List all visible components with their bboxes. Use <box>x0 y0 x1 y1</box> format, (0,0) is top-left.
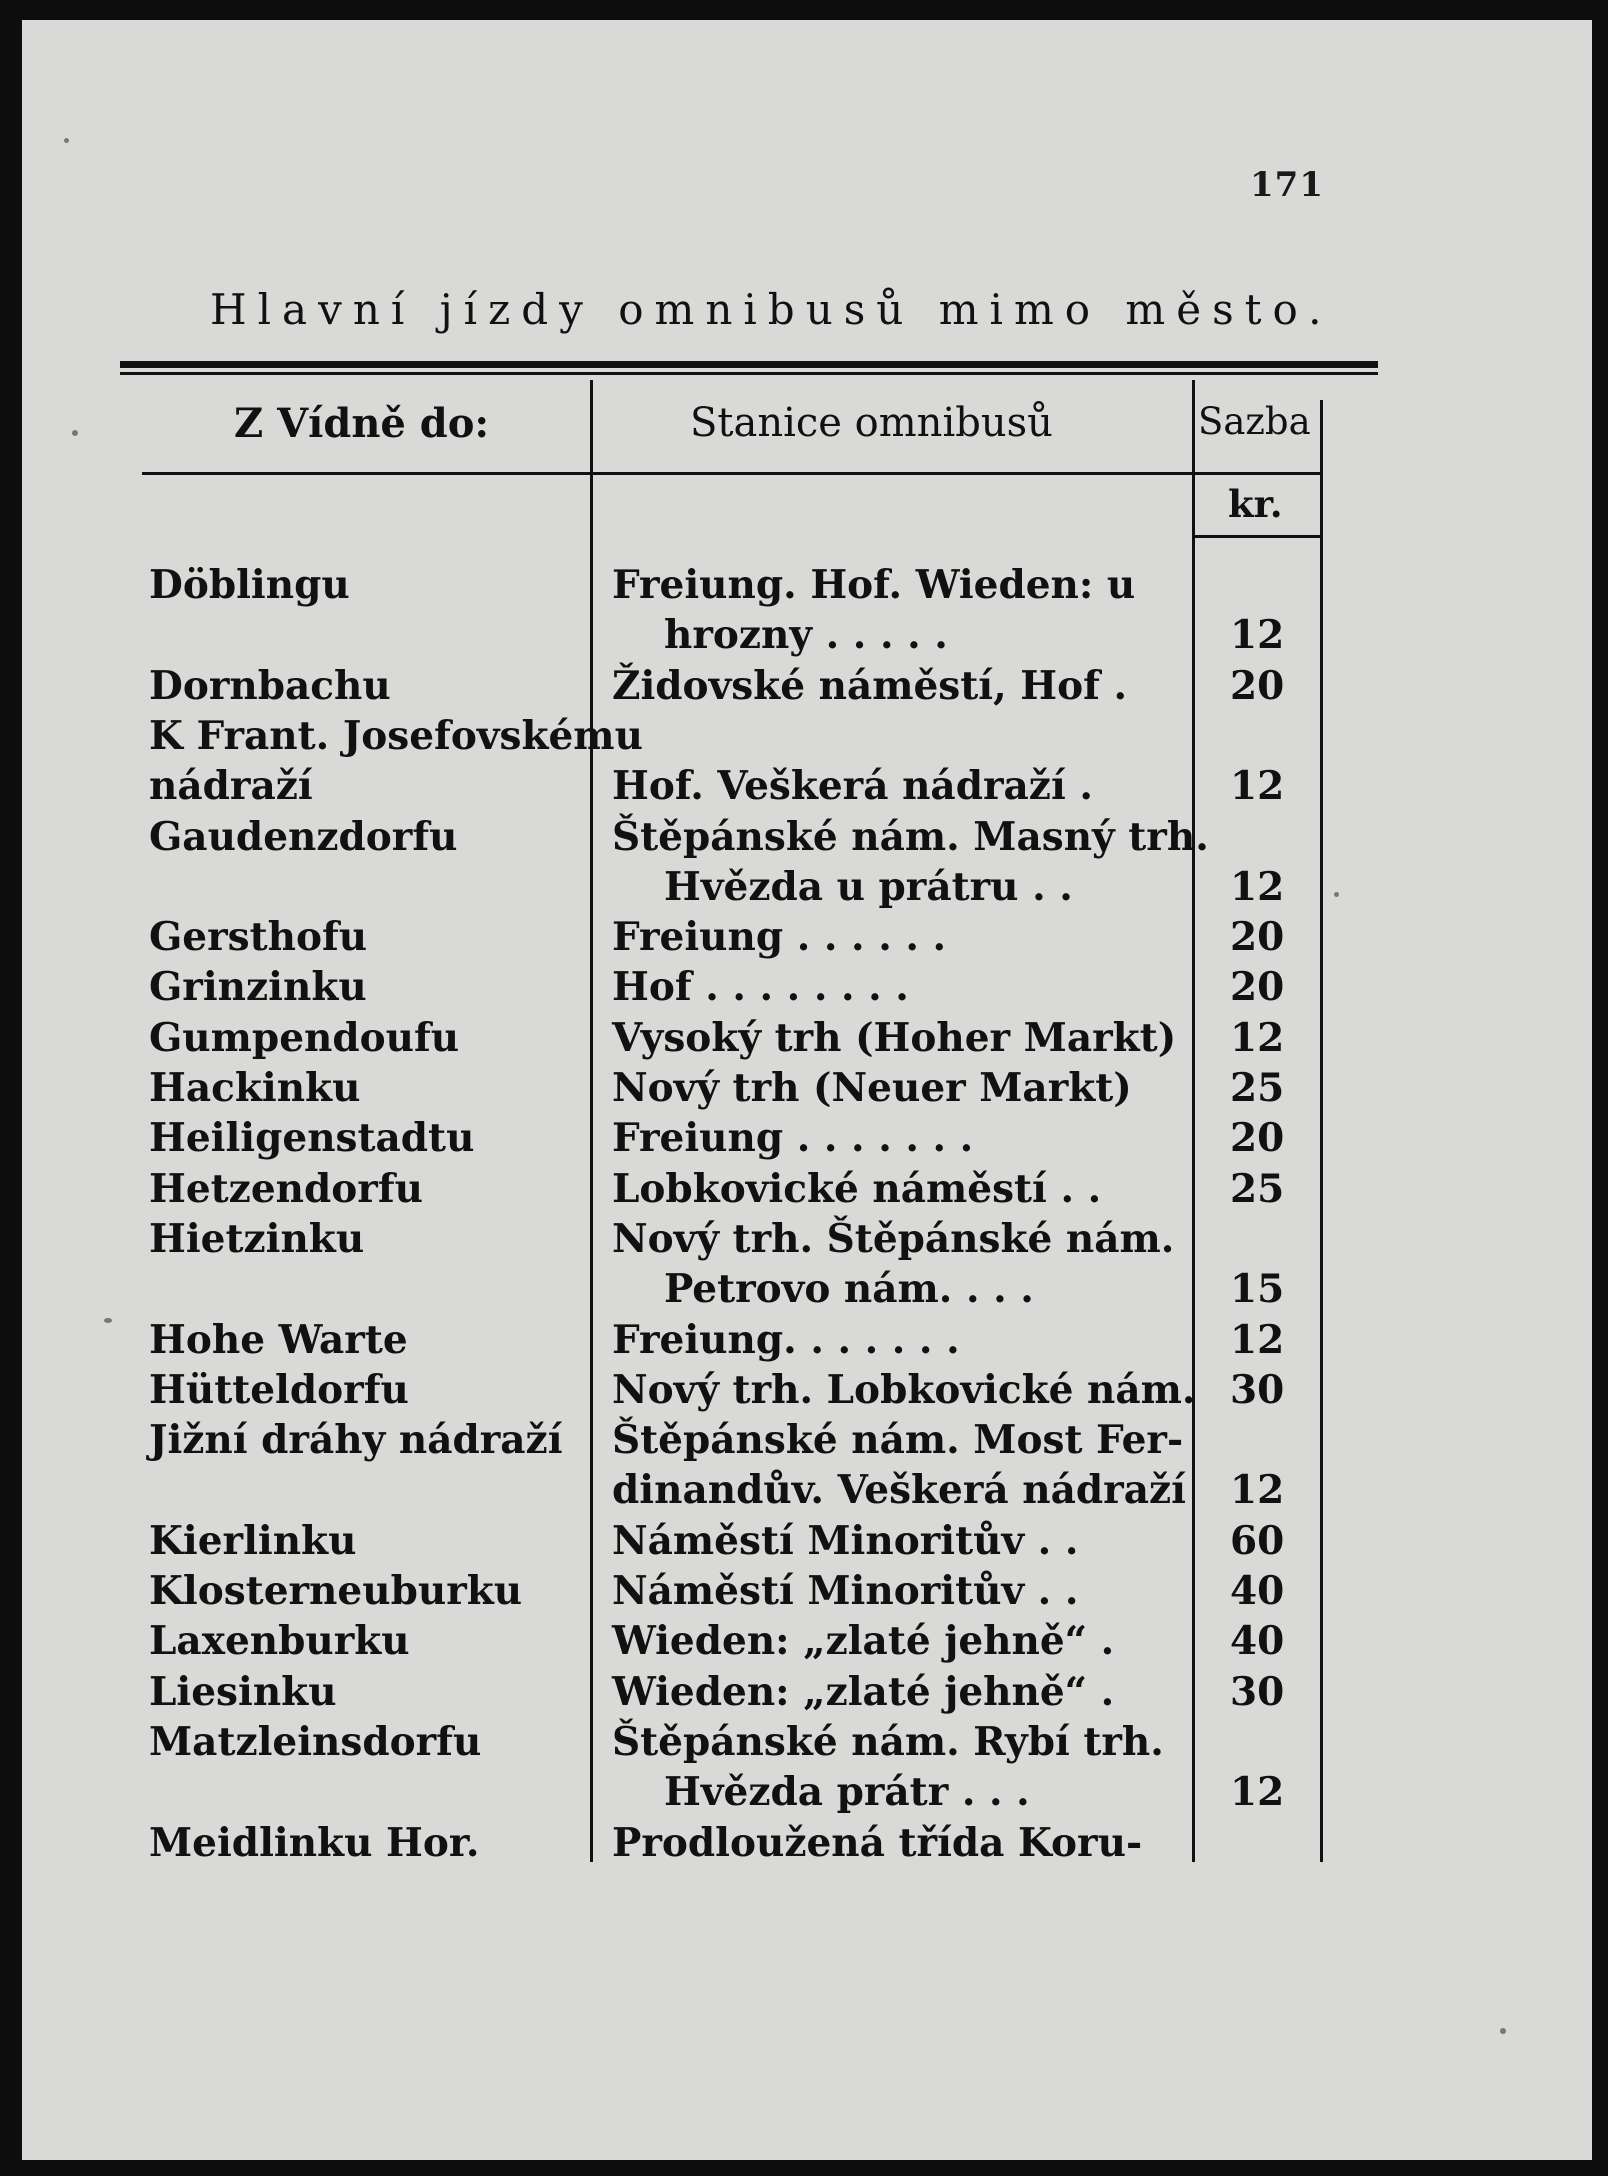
fee-cell: 60 <box>1230 1517 1285 1564</box>
station-cell: Freiung . . . . . . <box>612 914 947 961</box>
destination-cell: Klosterneuburku <box>149 1568 523 1614</box>
fee-cell: 25 <box>1230 1065 1285 1111</box>
fee-cell: 40 <box>1230 1618 1285 1665</box>
destination-cell: Hohe Warte <box>149 1316 408 1363</box>
book-page <box>22 20 1592 2160</box>
station-cell: Prodloužená třída Koru- <box>612 1819 1143 1866</box>
table-row <box>22 812 1592 862</box>
destination-cell: Kierlinku <box>149 1517 357 1564</box>
station-cell: hrozny . . . . . <box>664 612 948 659</box>
station-cell: Štěpánské nám. Rybí trh. <box>612 1718 1164 1765</box>
destination-cell: Meidlinku Hor. <box>149 1819 480 1866</box>
header-bottom-rule <box>142 472 1322 475</box>
header-fee-unit: kr. <box>1228 482 1283 526</box>
destination-cell: Gumpendoufu <box>149 1014 460 1061</box>
destination-cell: Gersthofu <box>149 914 368 961</box>
station-cell: dinandův. Veškerá nádraží <box>612 1467 1186 1514</box>
station-cell: Freiung . . . . . . . <box>612 1115 974 1162</box>
destination-cell: Matzleinsdorfu <box>149 1718 482 1765</box>
fee-cell: 25 <box>1230 1165 1285 1212</box>
station-cell: Štěpánské nám. Most Fer- <box>612 1417 1184 1464</box>
print-speck <box>104 1318 112 1323</box>
print-speck <box>1334 892 1339 897</box>
fee-cell: 40 <box>1230 1568 1285 1614</box>
station-cell: Hvězda prátr . . . <box>664 1769 1030 1816</box>
print-speck <box>64 138 69 143</box>
fee-cell: 12 <box>1230 763 1285 810</box>
fee-cell: 12 <box>1230 1316 1285 1363</box>
station-cell: Lobkovické náměstí . . <box>612 1165 1102 1212</box>
table-top-rule-thin <box>120 372 1378 375</box>
table-row <box>22 1818 1592 1868</box>
table-row <box>22 1616 1592 1666</box>
table-row <box>22 1767 1592 1817</box>
station-cell: Wieden: „zlaté jehně“ . <box>612 1618 1115 1665</box>
table-row <box>22 1013 1592 1063</box>
header-station: Stanice omnibusů <box>690 400 1053 446</box>
station-cell: Náměstí Minoritův . . <box>612 1568 1079 1614</box>
station-cell: Židovské náměstí, Hof . <box>612 662 1128 709</box>
fee-unit-rule <box>1194 535 1322 538</box>
destination-cell: Gaudenzdorfu <box>149 813 458 860</box>
table-row <box>22 1365 1592 1415</box>
table-row <box>22 1415 1592 1465</box>
table-row <box>22 1113 1592 1163</box>
header-destination: Z Vídně do: <box>234 400 490 447</box>
table-row <box>22 1717 1592 1767</box>
station-cell: Nový trh. Lobkovické nám. <box>612 1366 1196 1413</box>
destination-cell: Heiligenstadtu <box>149 1115 475 1162</box>
destination-cell: Liesinku <box>149 1668 337 1715</box>
station-cell: Hvězda u prátru . . <box>664 863 1073 910</box>
table-row <box>22 560 1592 610</box>
destination-cell: Hütteldorfu <box>149 1366 409 1413</box>
page-number: 171 <box>1250 165 1324 205</box>
destination-cell: Hackinku <box>149 1065 361 1111</box>
station-cell: Nový trh (Neuer Markt) <box>612 1065 1132 1111</box>
table-row <box>22 1566 1592 1616</box>
fee-cell: 12 <box>1230 1769 1285 1816</box>
station-cell: Nový trh. Štěpánské nám. <box>612 1215 1175 1262</box>
station-cell: Freiung. Hof. Wieden: u <box>612 562 1136 608</box>
station-cell: Wieden: „zlaté jehně“ . <box>612 1668 1115 1715</box>
station-cell: Freiung. . . . . . . <box>612 1316 960 1363</box>
fee-cell: 12 <box>1230 863 1285 910</box>
destination-cell: Hietzinku <box>149 1215 365 1262</box>
table-row <box>22 661 1592 711</box>
table-row <box>22 1164 1592 1214</box>
table-row <box>22 610 1592 660</box>
destination-cell: K Frant. Josefovskému <box>149 712 643 759</box>
fee-cell: 30 <box>1230 1668 1285 1715</box>
destination-cell: Hetzendorfu <box>149 1165 423 1212</box>
table-row <box>22 1315 1592 1365</box>
fee-cell: 30 <box>1230 1366 1285 1413</box>
fee-cell: 20 <box>1230 1115 1285 1162</box>
station-cell: Hof . . . . . . . . <box>612 964 909 1011</box>
print-speck <box>1500 2028 1506 2034</box>
station-cell: Petrovo nám. . . . <box>664 1266 1034 1313</box>
table-row <box>22 912 1592 962</box>
fee-cell: 15 <box>1230 1266 1285 1313</box>
fee-cell: 20 <box>1230 662 1285 709</box>
destination-cell: Laxenburku <box>149 1618 410 1665</box>
header-fee: Sazba <box>1198 400 1311 443</box>
destination-cell: Dornbachu <box>149 662 391 709</box>
table-row <box>22 1465 1592 1515</box>
station-cell: Štěpánské nám. Masný trh. <box>612 813 1209 860</box>
table-row <box>22 1214 1592 1264</box>
fee-cell: 20 <box>1230 964 1285 1011</box>
fee-cell: 12 <box>1230 1467 1285 1514</box>
destination-cell: Döblingu <box>149 562 350 608</box>
table-row <box>22 761 1592 811</box>
destination-cell: Grinzinku <box>149 964 367 1011</box>
station-cell: Vysoký trh (Hoher Markt) <box>612 1014 1177 1061</box>
table-top-rule <box>120 361 1378 368</box>
table-row <box>22 1667 1592 1717</box>
fee-cell: 12 <box>1230 1014 1285 1061</box>
station-cell: Náměstí Minoritův . . <box>612 1517 1079 1564</box>
page-title: Hlavní jízdy omnibusů mimo město. <box>210 285 1333 334</box>
table-row <box>22 1516 1592 1566</box>
table-row <box>22 962 1592 1012</box>
table-row <box>22 862 1592 912</box>
station-cell: Hof. Veškerá nádraží . <box>612 763 1093 810</box>
fee-cell: 12 <box>1230 612 1285 659</box>
destination-cell: Jižní dráhy nádraží <box>149 1417 563 1464</box>
fee-cell: 20 <box>1230 914 1285 961</box>
table-row <box>22 711 1592 761</box>
print-speck <box>72 430 78 436</box>
destination-cell: nádraží <box>149 763 313 810</box>
table-row <box>22 1063 1592 1113</box>
table-row <box>22 1264 1592 1314</box>
